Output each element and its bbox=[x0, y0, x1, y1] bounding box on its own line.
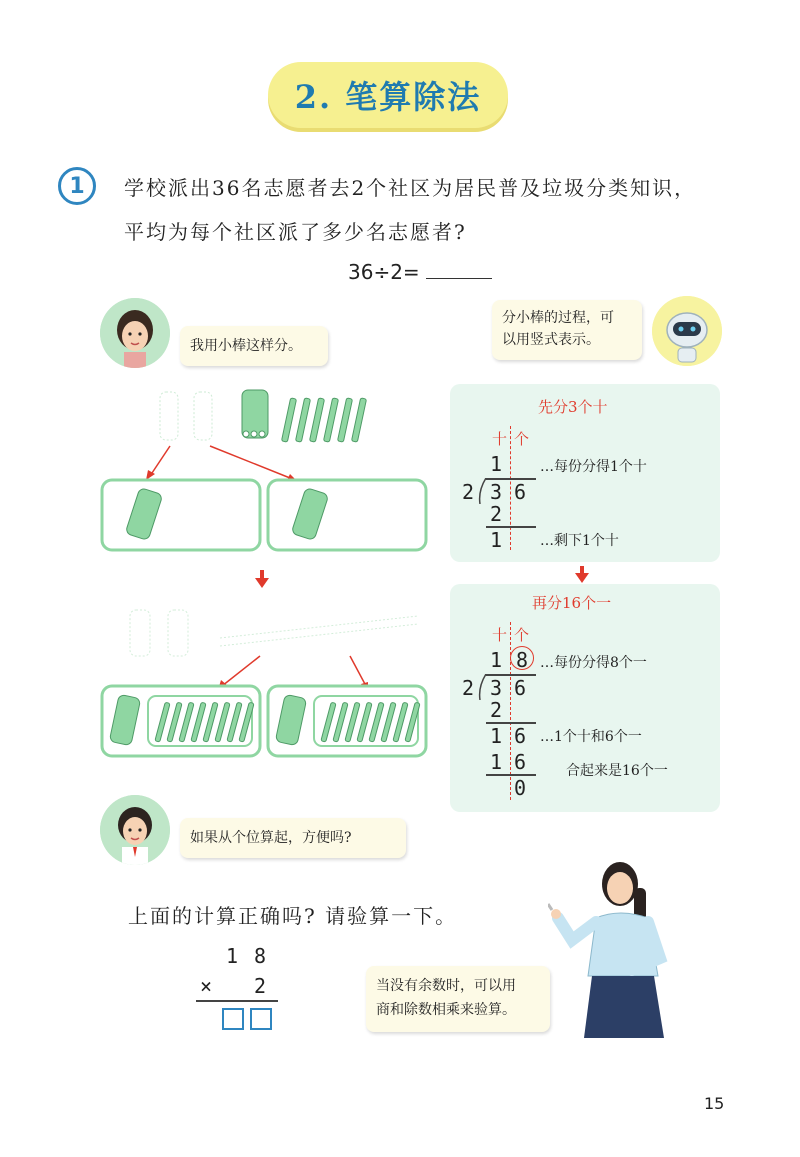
check-multiplier: 2 bbox=[254, 974, 267, 998]
girl2-avatar bbox=[100, 795, 170, 865]
teacher-bubble-line2: 商和除数相乘来验算。 bbox=[376, 1002, 516, 1018]
step2-sub2-ones: 6 bbox=[514, 750, 527, 774]
step2-quotient-ones: 8 bbox=[516, 648, 529, 672]
page-number: 15 bbox=[704, 1094, 725, 1113]
step2-bracket-icon bbox=[476, 674, 488, 700]
equation-text: 36÷2= bbox=[348, 260, 420, 284]
girl2-face-icon bbox=[100, 795, 170, 865]
step1-remainder: 1 bbox=[490, 528, 503, 552]
step2-subtract1: 2 bbox=[490, 698, 503, 722]
step2-subtract-line2 bbox=[486, 774, 536, 776]
step2-dividend-ones: 6 bbox=[514, 676, 527, 700]
robot-icon bbox=[652, 296, 722, 366]
step1-tens-label: 十 bbox=[492, 430, 508, 448]
answer-box-tens[interactable] bbox=[222, 1008, 244, 1030]
girl-speech-bubble: 我用小棒这样分。 bbox=[180, 326, 328, 366]
step1-note1: …每份分得1个十 bbox=[540, 459, 647, 475]
answer-box-ones[interactable] bbox=[250, 1008, 272, 1030]
girl2-speech-bubble: 如果从个位算起，方便吗? bbox=[180, 818, 406, 858]
step1-ones-label: 个 bbox=[514, 430, 530, 448]
step2-quotient-tens: 1 bbox=[490, 648, 503, 672]
step1-subtract: 2 bbox=[490, 502, 503, 526]
robot-bubble-line2: 以用竖式表示。 bbox=[502, 332, 600, 348]
step2-note3: 合起来是16个一 bbox=[566, 763, 668, 779]
question-text-line1: 学校派出36名志愿者去2个社区为居民普及垃圾分类知识， bbox=[124, 176, 697, 200]
equation bbox=[348, 260, 492, 284]
teacher-speech-bubble bbox=[366, 966, 550, 1032]
teacher-bubble-line1: 当没有余数时，可以用 bbox=[376, 978, 516, 994]
girl-avatar bbox=[100, 298, 170, 368]
robot-speech-bubble bbox=[492, 300, 642, 360]
question-number-badge: 1 bbox=[58, 167, 96, 205]
check-line bbox=[196, 1000, 278, 1002]
step-arrow-icon bbox=[575, 573, 589, 583]
step1-dividend-tens: 3 bbox=[490, 480, 503, 504]
step2-mid-ones: 6 bbox=[514, 724, 527, 748]
check-times-sign: × bbox=[200, 974, 213, 998]
step2-dividend-tens: 3 bbox=[490, 676, 503, 700]
girl-face-icon bbox=[100, 298, 170, 368]
step1-quotient-tens: 1 bbox=[490, 452, 503, 476]
sticks-illustration bbox=[100, 384, 430, 764]
bundle-icon bbox=[242, 390, 268, 438]
step2-divisor: 2 bbox=[462, 676, 475, 700]
teacher-figure-icon bbox=[548, 858, 678, 1038]
step1-divisor: 2 bbox=[462, 480, 475, 504]
check-top-tens: 1 bbox=[226, 944, 239, 968]
step2-note1: …每份分得8个一 bbox=[540, 655, 647, 671]
check-top-ones: 8 bbox=[254, 944, 267, 968]
robot-bubble-line1: 分小棒的过程，可 bbox=[502, 310, 614, 326]
answer-blank[interactable] bbox=[426, 260, 492, 279]
question-text-line2: 平均为每个社区派了多少名志愿者? bbox=[124, 220, 467, 244]
step2-note2: …1个十和6个一 bbox=[540, 729, 642, 745]
step1-dividend-ones: 6 bbox=[514, 480, 527, 504]
faded-bundle-icon bbox=[160, 392, 212, 440]
step2-heading: 再分16个一 bbox=[532, 594, 612, 612]
step2-ones-label: 个 bbox=[514, 626, 530, 644]
step1-note2: …剩下1个十 bbox=[540, 533, 619, 549]
step2-tens-label: 十 bbox=[492, 626, 508, 644]
step1-heading: 先分3个十 bbox=[538, 398, 608, 416]
loose-sticks-icon bbox=[281, 398, 366, 442]
page-title: 2. 笔算除法 bbox=[268, 62, 508, 128]
step1-column-divider bbox=[510, 426, 511, 550]
step2-final: 0 bbox=[514, 776, 527, 800]
check-prompt: 上面的计算正确吗? 请验算一下。 bbox=[128, 904, 458, 928]
robot-avatar bbox=[652, 296, 722, 366]
step2-sub2-tens: 1 bbox=[490, 750, 503, 774]
step2-mid-tens: 1 bbox=[490, 724, 503, 748]
step1-bracket-icon bbox=[476, 478, 488, 504]
